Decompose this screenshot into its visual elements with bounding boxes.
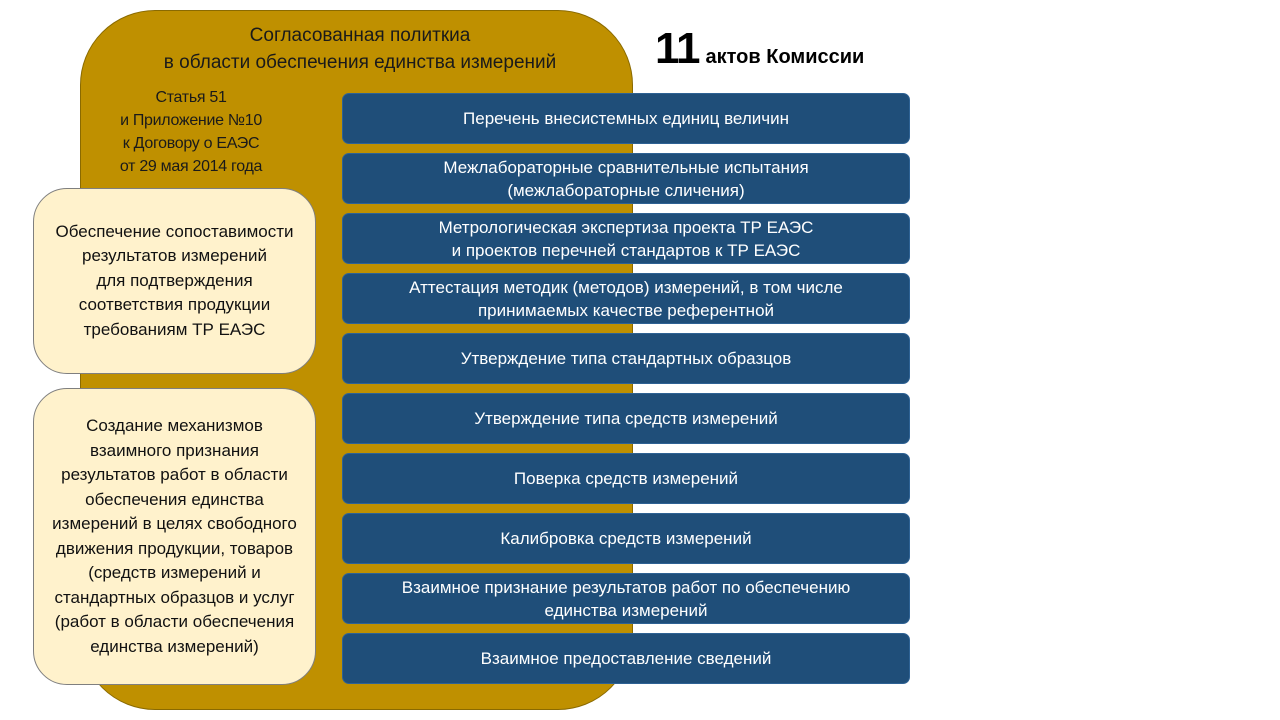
goal-line: для подтверждения <box>96 270 253 290</box>
article-reference <box>100 86 282 178</box>
act-line: Взаимное признание результатов работ по обеспечению <box>401 577 851 597</box>
policy-title-line: Согласованная политкиа <box>249 25 471 46</box>
act-line: принимаемых качестве референтной <box>477 300 775 320</box>
act-line: Поверка средств измерений <box>513 469 739 488</box>
acts-count <box>655 24 864 74</box>
goal-box-comparability <box>33 188 316 374</box>
policy-title-line: в области обеспечения единства измерений <box>163 52 557 73</box>
act-line: Метрологическая экспертиза проекта ТР ЕАЭС <box>438 217 814 237</box>
act-box-non-system-units <box>342 93 910 144</box>
act-box-calibration <box>342 513 910 564</box>
act-line: Утверждение типа средств измерений <box>474 409 778 428</box>
article-line: и Приложение №10 <box>120 112 262 129</box>
act-box-verification <box>342 453 910 504</box>
act-line: Взаимное предоставление сведений <box>480 649 772 668</box>
goal-line: соответствия продукции <box>78 295 271 315</box>
act-line: Межлабораторные сравнительные испытания <box>443 157 809 177</box>
act-box-metrological-expertise <box>342 213 910 264</box>
act-line: Калибровка средств измерений <box>500 529 752 548</box>
article-line: к Договору о ЕАЭС <box>122 135 260 152</box>
act-line: и проектов перечней стандартов к ТР ЕАЭС <box>451 240 801 260</box>
goal-line: Создание механизмов <box>86 416 263 435</box>
act-box-interlab-tests <box>342 153 910 204</box>
act-box-mutual-recognition <box>342 573 910 624</box>
article-line: от 29 мая 2014 года <box>119 158 263 175</box>
goal-line: результатов работ в области <box>61 465 288 484</box>
goal-line: (средств измерений и <box>88 563 261 582</box>
goal-line: измерений в целях свободного <box>52 514 297 533</box>
goal-line: взаимного признания <box>89 440 259 460</box>
goal-line: движения продукции, товаров <box>55 538 294 558</box>
act-box-instruments-type <box>342 393 910 444</box>
goal-line: стандартных образцов и услуг <box>54 587 295 607</box>
policy-title <box>120 22 600 76</box>
act-line: (межлабораторные сличения) <box>507 180 745 200</box>
goal-line: единства измерений) <box>90 636 259 656</box>
act-box-method-certification <box>342 273 910 324</box>
act-line: Перечень внесистемных единиц величин <box>463 109 789 128</box>
goal-line: результатов измерений <box>82 246 267 266</box>
article-line: Статья 51 <box>155 89 227 106</box>
act-box-reference-materials-type <box>342 333 910 384</box>
act-line: Аттестация методик (методов) измерений, в том числе <box>409 277 843 297</box>
goal-line: требованиям ТР ЕАЭС <box>83 319 266 339</box>
act-line: Утверждение типа стандартных образцов <box>460 349 792 368</box>
act-line: единства измерений <box>544 600 708 620</box>
act-box-information-exchange <box>342 633 910 684</box>
goal-line: (работ в области обеспечения <box>54 612 295 631</box>
goal-box-mutual-recognition <box>33 388 316 685</box>
acts-count-number: 11 <box>655 24 700 73</box>
goal-line: обеспечения единства <box>85 489 264 509</box>
goal-line: Обеспечение сопоставимости <box>55 221 294 241</box>
acts-count-label: актов Комиссии <box>705 46 865 68</box>
